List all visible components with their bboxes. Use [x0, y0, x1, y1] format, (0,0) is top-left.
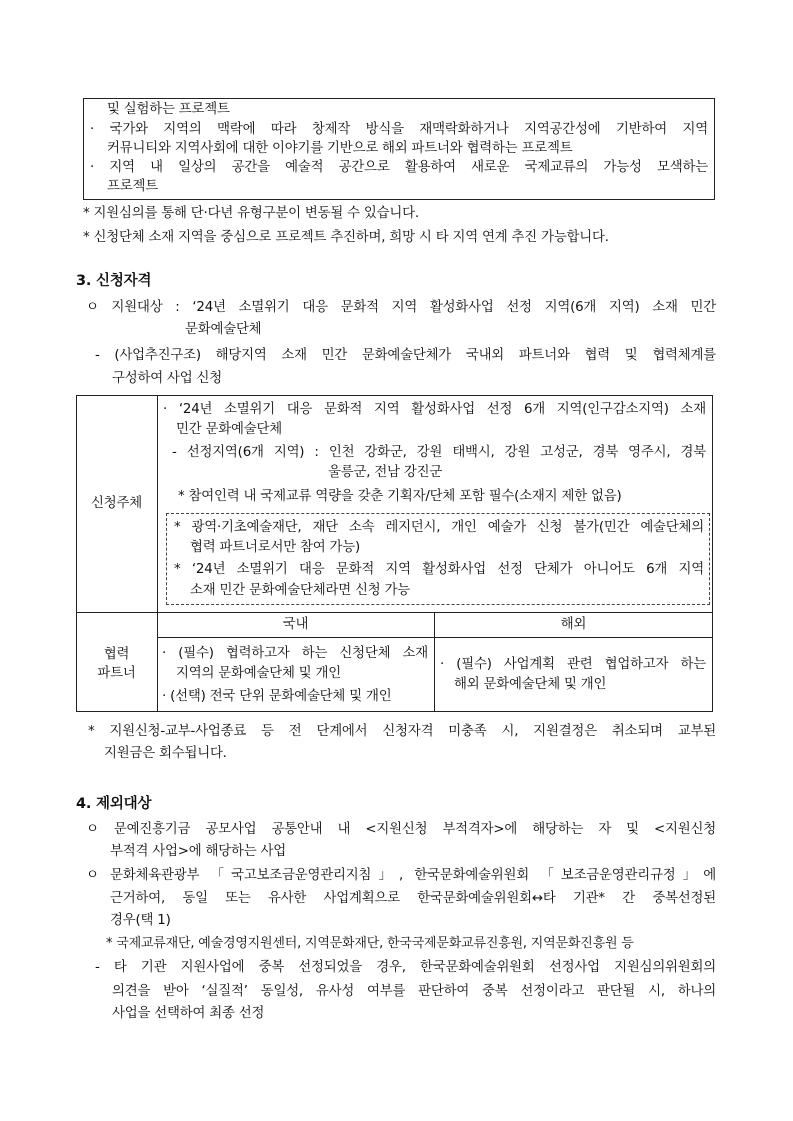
applicant-line: 민간 문화예술단체 [176, 422, 282, 437]
row-label-applicant: 신청주체 [91, 496, 142, 511]
dash-line: - 타 기관 지원사업에 중복 선정되었을 경우, 한국문화예술위원회 선정사업 지원심의위원회의 [95, 960, 716, 975]
note-line: * 지원심의를 통해 단·다년 유형구분이 변동될 수 있습니다. [83, 206, 419, 221]
star-note: * 국제교류재단, 예술경영지원센터, 지역문화재단, 한국국제문화교류진흥원, 지역문화진흥원 등 [106, 936, 634, 951]
domestic-line: 지역의 문화예술단체 및 개인 [176, 666, 341, 681]
dash-line: 구성하여 사업 신청 [112, 371, 222, 386]
bullet-line: 경우(택 1) [110, 913, 171, 928]
bullet-line: 문화예술단체 [185, 322, 262, 337]
top-box-line: 커뮤니티와 지역사회에 대한 이야기를 기반으로 해외 파트너와 협력하는 프로젝트 [107, 141, 573, 156]
top-box-line: · 국가와 지역의 맥락에 따라 창제작 방식을 재맥락화하거나 지역공간성에 기반하여 지역 [90, 122, 708, 137]
note-line: * 지원신청-교부-사업종료 등 전 단계에서 신청자격 미충족 시, 지원결정은 취소되며 교부된 [88, 724, 716, 739]
notice-line: 소재 민간 문화예술단체라면 신청 가능 [190, 583, 410, 598]
bullet-line: 근거하여, 동일 또는 유사한 사업계획으로 한국문화예술위원회↔타 기관* 간 중복선정된 [110, 891, 716, 906]
notice-line: * 광역·기초예술재단, 재단 소속 레지던시, 개인 예술가 신청 불가(민간 예술단체의 [174, 520, 704, 535]
dash-line: 사업을 선택하여 최종 선정 [112, 1006, 265, 1021]
row-label-partner: 파트너 [97, 666, 136, 681]
bullet-line: 부적격 사업>에 해당하는 사업 [110, 844, 287, 859]
dash-line: - (사업추진구조) 해당지역 소재 민간 문화예술단체가 국내외 파트너와 협력 및 협력체계를 [95, 348, 716, 363]
note-line: * 신청단체 소재 지역을 중심으로 프로젝트 추진하며, 희망 시 타 지역 연계 추진 가능합니다. [83, 230, 609, 245]
top-box-line: · 지역 내 일상의 공간을 예술적 공간으로 활용하여 새로운 국제교류의 가능성 모색하는 [90, 160, 708, 175]
domestic-line: · (필수) 협력하고자 하는 신청단체 소재 [162, 646, 428, 661]
overseas-line: 해외 문화예술단체 및 개인 [454, 677, 607, 692]
domestic-line: · (선택) 전국 단위 문화예술단체 및 개인 [162, 689, 392, 704]
section-title: 3. 신청자격 [76, 273, 152, 289]
overseas-header: 해외 [560, 617, 587, 632]
bullet-line: ㅇ 문예진흥기금 공모사업 공통안내 내 <지원신청 부적격자>에 해당하는 자 및 <지원신청 [86, 822, 716, 837]
applicant-line: * 참여인력 내 국제교류 역량을 갖춘 기획자/단체 포함 필수(소재지 제한 없음) [178, 489, 622, 504]
top-box-line: 프로젝트 [107, 179, 158, 194]
bullet-line: ㅇ 문화체육관광부 「국고보조금운영관리지침」, 한국문화예술위원회 「보조금운영관리규정」에 [86, 868, 716, 883]
applicant-line: - 선정지역(6개 지역) : 인천 강화군, 강원 태백시, 강원 고성군, 경북 영주시, 경북 [172, 445, 706, 460]
dash-line: 의견을 받아 ‘실질적’ 동일성, 유사성 여부를 판단하여 중복 선정이라고 판단될 시, 하나의 [112, 984, 716, 999]
applicant-line: · ‘24년 소멸위기 대응 문화적 지역 활성화사업 선정 6개 지역(인구감소지역) 소재 [163, 402, 706, 417]
overseas-line: · (필수) 사업계획 관련 협업하고자 하는 [440, 657, 706, 672]
applicant-line: 울릉군, 전남 강진군 [328, 465, 443, 480]
note-line: 지원금은 회수됩니다. [104, 746, 227, 761]
notice-line: 협력 파트너로서만 참여 가능) [190, 540, 361, 555]
row-label-partner: 협력 [103, 647, 130, 662]
section-title: 4. 제외대상 [76, 796, 152, 812]
domestic-header: 국내 [282, 617, 309, 632]
bullet-line: ㅇ 지원대상 : ‘24년 소멸위기 대응 문화적 지역 활성화사업 선정 지역(6개 지역) 소재 민간 [86, 300, 716, 315]
top-box-line: 및 실험하는 프로젝트 [107, 102, 230, 117]
notice-line: * ‘24년 소멸위기 대응 문화적 지역 활성화사업 선정 단체가 아니어도 6개 지역 [174, 562, 704, 577]
